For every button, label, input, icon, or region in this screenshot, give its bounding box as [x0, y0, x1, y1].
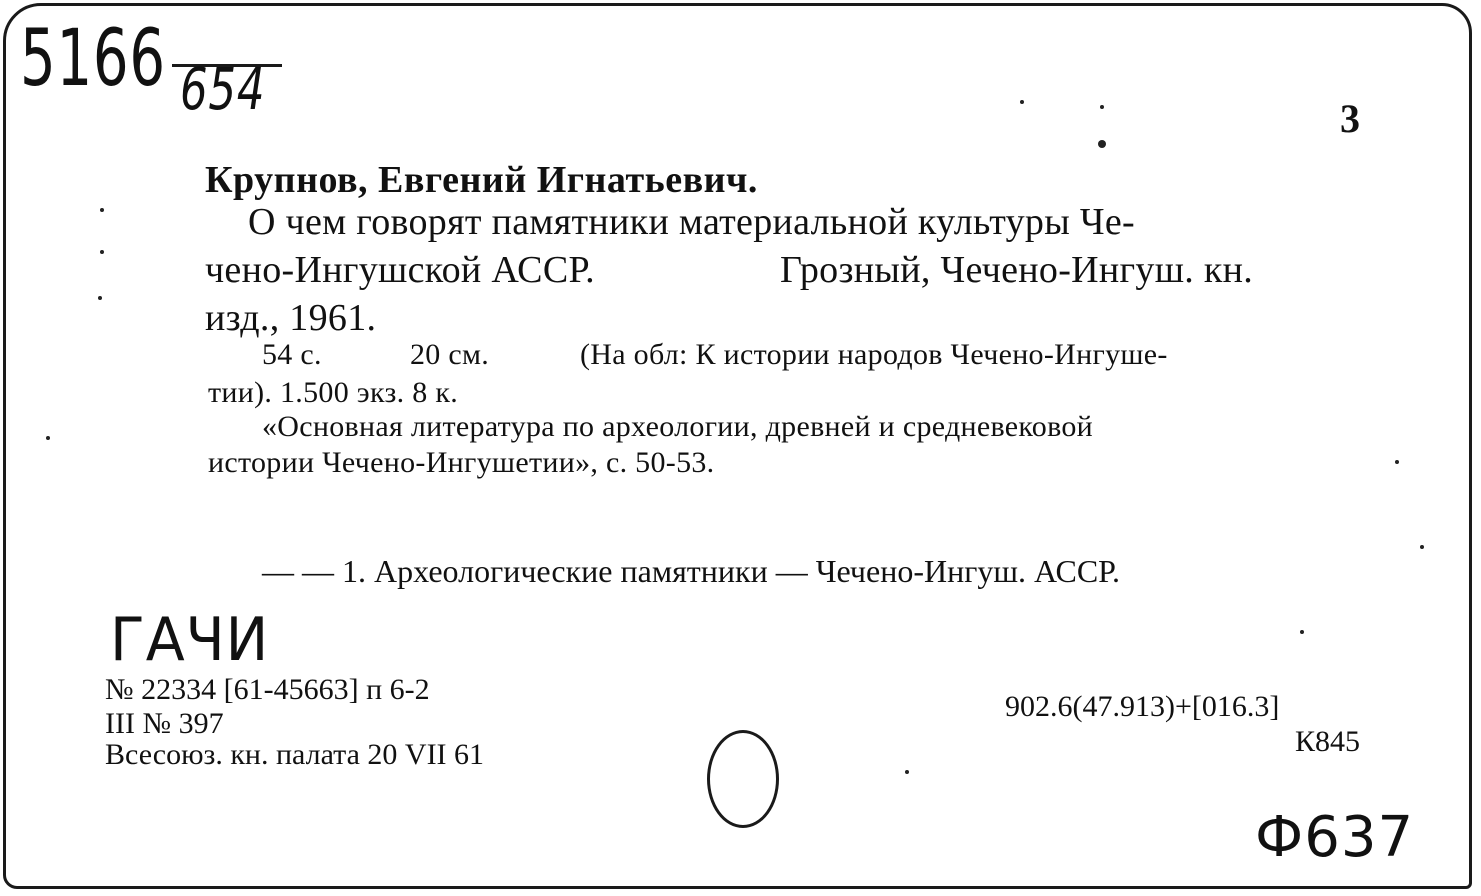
scan-speck	[98, 296, 102, 300]
bibliography-note-line-2: истории Чечено-Ингушетии», с. 50-53.	[208, 446, 715, 479]
collation-pages: 54 с.	[262, 338, 322, 371]
footer-record-number: № 22334 [61-45663] п 6-2	[105, 673, 430, 706]
shelf-mark-main: 5166	[20, 14, 166, 104]
scan-speck	[100, 208, 104, 212]
scan-speck	[1300, 630, 1304, 634]
punch-hole	[707, 730, 779, 828]
footer-chamber-date: Всесоюз. кн. палата 20 VII 61	[105, 738, 485, 771]
bibliography-note-line-1: «Основная литература по археологии, древней и средневековой	[262, 410, 1093, 443]
scan-speck	[905, 770, 909, 774]
author-mark: К845	[1295, 725, 1361, 758]
archive-stamp: ГАЧИ	[110, 605, 270, 675]
collation-size: 20 см.	[410, 338, 490, 371]
scan-speck	[1100, 105, 1104, 109]
udc-classification: 902.6(47.913)+[016.3]	[1005, 690, 1280, 723]
collation-note-cont: тии). 1.500 экз. 8 к.	[208, 376, 458, 409]
title-line-1: О чем говорят памятники материальной культуры Че-	[248, 201, 1135, 243]
subject-heading: — — 1. Археологические памятники — Чечено-Ингуш. АССР.	[262, 553, 1120, 589]
scan-speck	[1098, 140, 1106, 148]
shelf-mark-sub: 654	[180, 55, 266, 123]
scan-speck	[1420, 545, 1424, 549]
scan-speck	[1020, 100, 1024, 104]
inventory-number: Ф637	[1255, 805, 1415, 870]
footer-print-number: III № 397	[105, 707, 224, 740]
scan-speck	[100, 250, 104, 254]
card-number: 3	[1340, 96, 1360, 141]
scan-speck	[1395, 460, 1399, 464]
scan-speck	[46, 436, 50, 440]
author-heading: Крупнов, Евгений Игнатьевич.	[205, 159, 758, 201]
imprint-line: Грозный, Чечено-Ингуш. кн.	[780, 249, 1254, 291]
collation-note: (На обл: К истории народов Чечено-Ингуше-	[580, 338, 1168, 371]
title-line-3: изд., 1961.	[205, 297, 377, 339]
title-line-2: чено-Ингушской АССР.	[205, 249, 595, 291]
